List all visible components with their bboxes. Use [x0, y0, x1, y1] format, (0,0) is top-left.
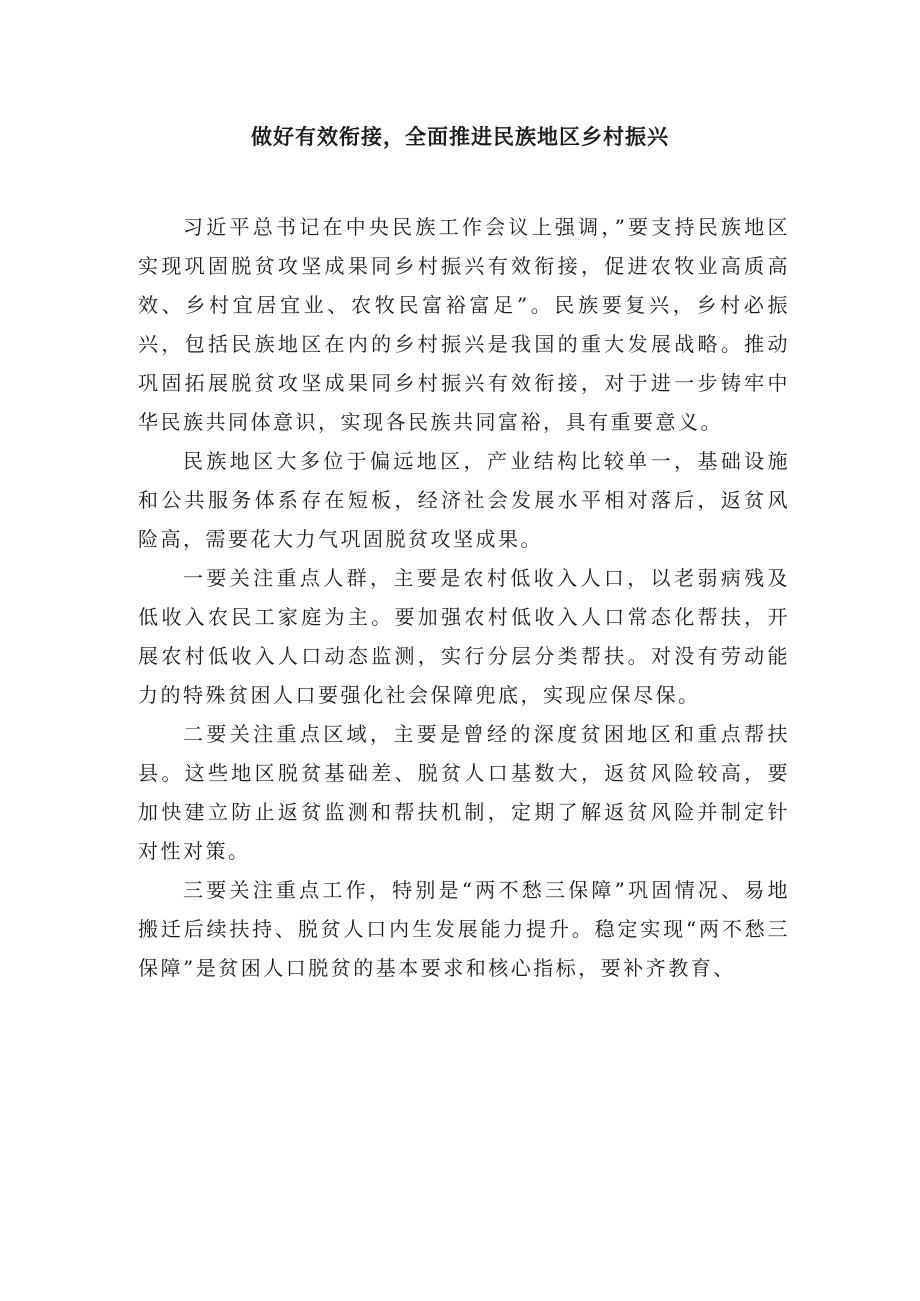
paragraph-5: 三要关注重点工作，特别是“两不愁三保障”巩固情况、易地搬迁后续扶持、脱贫人口内生发展能力提升。稳定实现“两不愁三保障”是贫困人口脱贫的基本要求和核心指标，要补齐教育、 [138, 878, 790, 980]
paragraph-4: 二要关注重点区域，主要是曾经的深度贫困地区和重点帮扶县。这些地区脱贫基础差、脱贫人口基数大，返贫风险较高，要加快建立防止返贫监测和帮扶机制，定期了解返贫风险并制定针对性对策。 [138, 722, 790, 863]
paragraph-3: 一要关注重点人群，主要是农村低收入人口，以老弱病残及低收入农民工家庭为主。要加强农村低收入人口常态化帮扶，开展农村低收入人口动态监测，实行分层分类帮扶。对没有劳动能力的特殊贫困人口要强化社会保障兜底，实现应保尽保。 [138, 566, 790, 707]
paragraph-1: 习近平总书记在中央民族工作会议上强调，”要支持民族地区实现巩固脱贫攻坚成果同乡村振兴有效衔接，促进农牧业高质高效、乡村宜居宜业、农牧民富裕富足”。民族要复兴，乡村必振兴，包括民族地区在内的乡村振兴是我国的重大发展战略。推动巩固拓展脱贫攻坚成果同乡村振兴有效衔接，对于进一步铸牢中华民族共同体意识，实现各民族共同富裕，具有重要意义。 [138, 215, 790, 434]
paragraph-2: 民族地区大多位于偏远地区，产业结构比较单一，基础设施和公共服务体系存在短板，经济社会发展水平相对落后，返贫风险高，需要花大力气巩固脱贫攻坚成果。 [138, 449, 790, 551]
document-body [138, 208, 790, 988]
document-title: 做好有效衔接，全面推进民族地区乡村振兴 [251, 125, 669, 149]
